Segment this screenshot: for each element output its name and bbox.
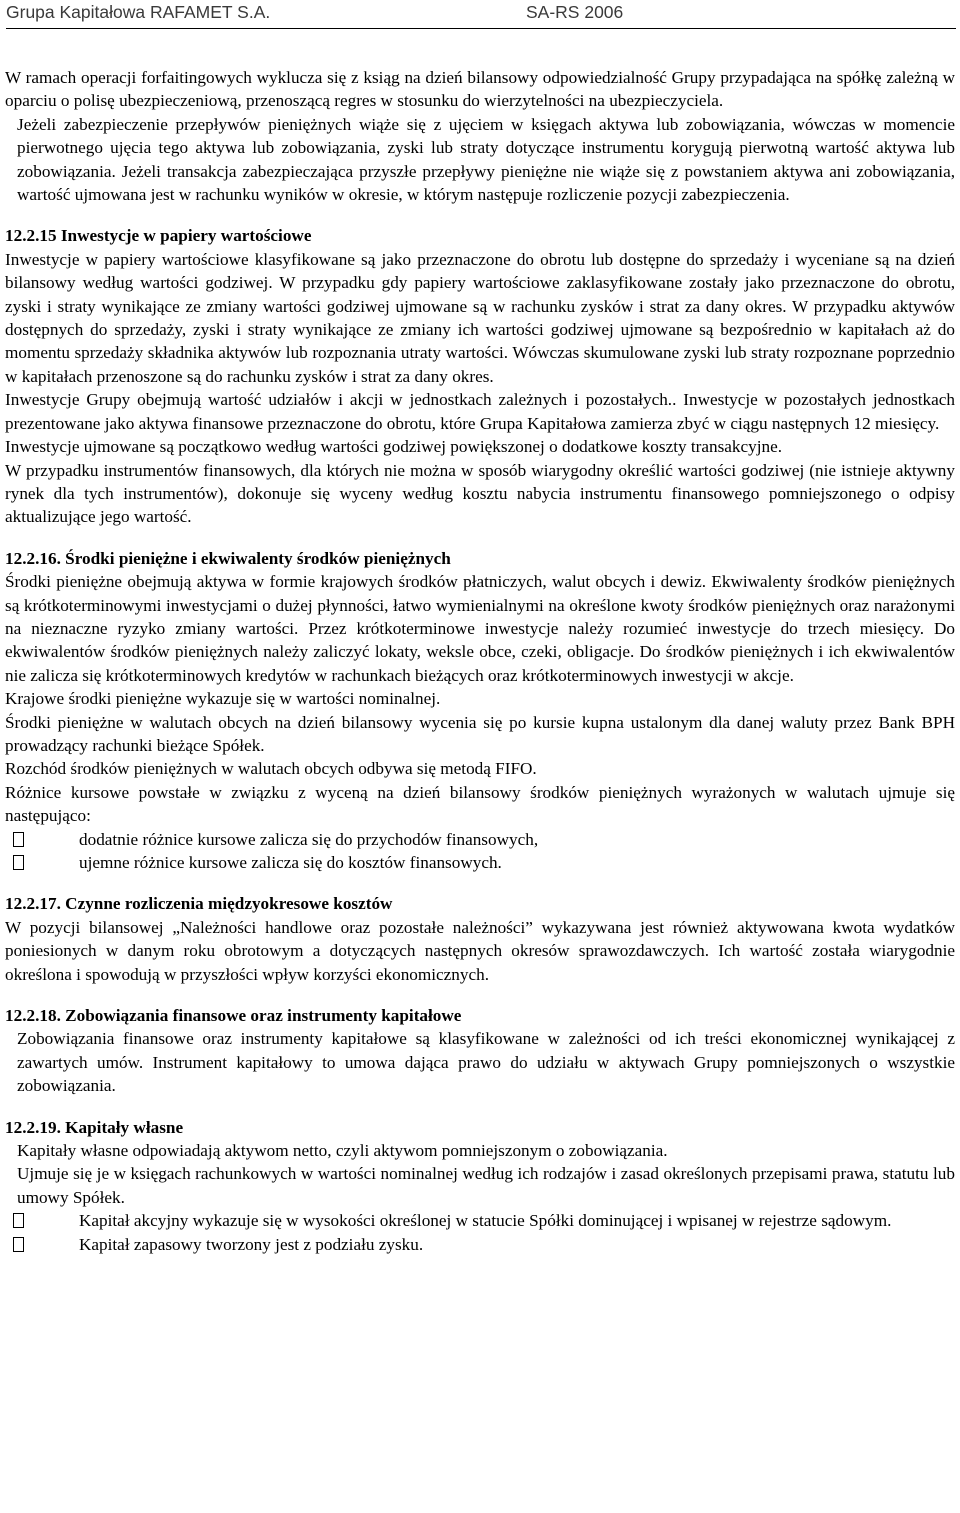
paragraph: Krajowe środki pieniężne wykazuje się w wartości nominalnej.	[5, 689, 441, 709]
section-12-2-19	[5, 1116, 955, 1256]
paragraph: Kapitały własne odpowiadają aktywom netto, czyli aktywom pomniejszonym o zobowiązania.	[17, 1141, 668, 1161]
list-item	[5, 851, 955, 874]
paragraph: W przypadku instrumentów finansowych, dla których nie można w sposób wiarygodny określić wartości godziwej (nie istnieje aktywny rynek dla tych instrumentów), dokonuje się wyceny według kosztu nabycia instrumentu finansowego pomniejszonego o odpisy aktualizujące jego wartość.	[5, 460, 955, 527]
bullet-box-icon	[13, 1237, 24, 1252]
paragraph: Środki pieniężne w walutach obcych na dzień bilansowy wycenia się po kursie kupna ustalonym dla danej waluty przez Bank BPH prowadzący rachunki bieżące Spółek.	[5, 712, 955, 755]
paragraph-cash-flow-hedge: Jeżeli zabezpieczenie przepływów pieniężnych wiąże się z ujęciem w księgach aktywa lub zobowiązania, wówczas w momencie pierwotnego ujęcia tego aktywa lub zobowiązania, zyski lub straty dotyczące instrumentu korygują pierwotną wartość aktywa lub zobowiązania. Jeżeli transakcja zabezpieczająca przyszłe przepływy pieniężne nie wiąże się z powstaniem aktywa ani zobowiązania, wartość ujmowana jest w rachunku wyników w okresie, w którym następuje rozliczenie pozycji zabezpieczenia.	[17, 114, 955, 205]
document-body	[5, 66, 955, 1256]
bullet-box-icon	[13, 832, 24, 847]
paragraph: Inwestycje Grupy obejmują wartość udziałów i akcji w jednostkach zależnych i pozostałych.. Inwestycje w pozostałych jednostkach prezentowane jako aktywa finansowe przeznaczone do obrotu, które Grupa Kapitałowa zamierza zbyć w ciągu następnych 12 miesięcy.	[5, 390, 955, 433]
section-heading: 12.2.15 Inwestycje w papiery wartościowe	[5, 226, 312, 246]
list-item	[5, 828, 955, 851]
list-item-text: Kapitał akcyjny wykazuje się w wysokości określonej w statucie Spółki dominującej i wpisanej w rejestrze sądowym.	[79, 1211, 892, 1231]
bullet-box-icon	[13, 1213, 24, 1228]
paragraph-forfaiting: W ramach operacji forfaitingowych wyklucza się z ksiąg na dzień bilansowy odpowiedzialność Grupy przypadająca na spółkę zależną w oparciu o polisę ubezpieczeniową, przenoszącą regres w stosunku do wierzytelności na ubezpieczyciela.	[5, 68, 955, 111]
list-item-text: dodatnie różnice kursowe zalicza się do przychodów finansowych,	[79, 829, 539, 849]
section-12-2-17	[5, 892, 955, 986]
section-heading: 12.2.17. Czynne rozliczenia międzyokresowe kosztów	[5, 894, 393, 914]
paragraph: Ujmuje się je w księgach rachunkowych w wartości nominalnej według ich rodzajów i zasad określonych przepisami prawa, statutu lub umowy Spółek.	[17, 1164, 955, 1207]
paragraph: Inwestycje ujmowane są początkowo według wartości godziwej powiększonej o dodatkowe koszty transakcyjne.	[5, 437, 783, 457]
header-report-code: SA-RS 2006	[526, 2, 624, 22]
bullet-list	[5, 1209, 955, 1256]
paragraph: W pozycji bilansowej „Należności handlowe oraz pozostałe należności” wykazywana jest również aktywowana kwota wydatków poniesionych w danym roku obrotowym a dotyczących następnych okresów sprawozdawczych. Ich wartość została wiarygodnie określona i spowodują w przyszłości wpływ korzyści ekonomicznych.	[5, 917, 955, 984]
list-item	[5, 1209, 955, 1232]
section-12-2-18	[5, 1004, 955, 1098]
paragraph: Zobowiązania finansowe oraz instrumenty kapitałowe są klasyfikowane w zależności od ich treści ekonomicznej wynikającej z zawartych umów. Instrument kapitałowy to umowa dająca prawo do udziału w aktywach Grupy pomniejszonych o wszystkie zobowiązania.	[17, 1029, 955, 1096]
section-heading: 12.2.18. Zobowiązania finansowe oraz instrumenty kapitałowe	[5, 1006, 462, 1026]
header-company-name: Grupa Kapitałowa RAFAMET S.A.	[6, 2, 271, 22]
page-header	[6, 0, 956, 29]
paragraph: Rozchód środków pieniężnych w walutach obcych odbywa się metodą FIFO.	[5, 759, 537, 779]
list-item-text: ujemne różnice kursowe zalicza się do kosztów finansowych.	[79, 853, 502, 872]
section-heading: 12.2.16. Środki pieniężne i ekwiwalenty środków pieniężnych	[5, 548, 451, 568]
section-heading: 12.2.19. Kapitały własne	[5, 1117, 184, 1137]
section-12-2-16	[5, 547, 955, 875]
list-item-text: Kapitał zapasowy tworzony jest z podziału zysku.	[79, 1234, 424, 1254]
paragraph: Inwestycje w papiery wartościowe klasyfikowane są jako przeznaczone do obrotu lub dostępne do sprzedaży i wyceniane są na dzień bilansowy według wartości godziwej. W przypadku gdy papiery wartościowe zaklasyfikowane zostały jako przeznaczone do obrotu, zyski i straty wynikające ze zmiany wartości godziwej ujmowane są w rachunku zysków i strat za dany okres. W przypadku aktywów dostępnych do sprzedaży, zyski i straty wynikające ze zmiany ich wartości godziwej ujmowane są bezpośrednio w kapitałach aż do momentu sprzedaży składnika aktywów lub rozpoznania utraty wartości. Wówczas skumulowane zyski lub straty rozpoznane poprzednio w kapitałach przenoszone są do rachunku zysków i strat za dany okres.	[5, 249, 955, 386]
paragraph: Różnice kursowe powstałe w związku z wyceną na dzień bilansowy środków pieniężnych wyrażonych w walutach ujmuje się następująco:	[5, 782, 955, 826]
paragraph: Środki pieniężne obejmują aktywa w formie krajowych środków płatniczych, walut obcych i dewiz. Ekwiwalenty środków pieniężnych są krótkoterminowymi inwestycjami o dużej płynności, łatwo wymienialnymi na określone kwoty środków pieniężnych oraz narażonymi na nieznaczne ryzyko zmiany wartości. Przez krótkoterminowe inwestycje należy rozumieć inwestycje do trzech miesięcy. Do ekwiwalentów środków pieniężnych należy zaliczyć lokaty, weksle obce, czeki, obligacje. Do środków pieniężnych i ich ekwiwalentów nie zalicza się krótkoterminowych kredytów w rachunkach bieżących oraz krótkoterminowych inwestycji w akcje.	[5, 572, 955, 685]
section-12-2-15	[5, 224, 955, 528]
bullet-box-icon	[13, 855, 24, 870]
bullet-list	[5, 828, 955, 875]
list-item	[5, 1233, 955, 1256]
